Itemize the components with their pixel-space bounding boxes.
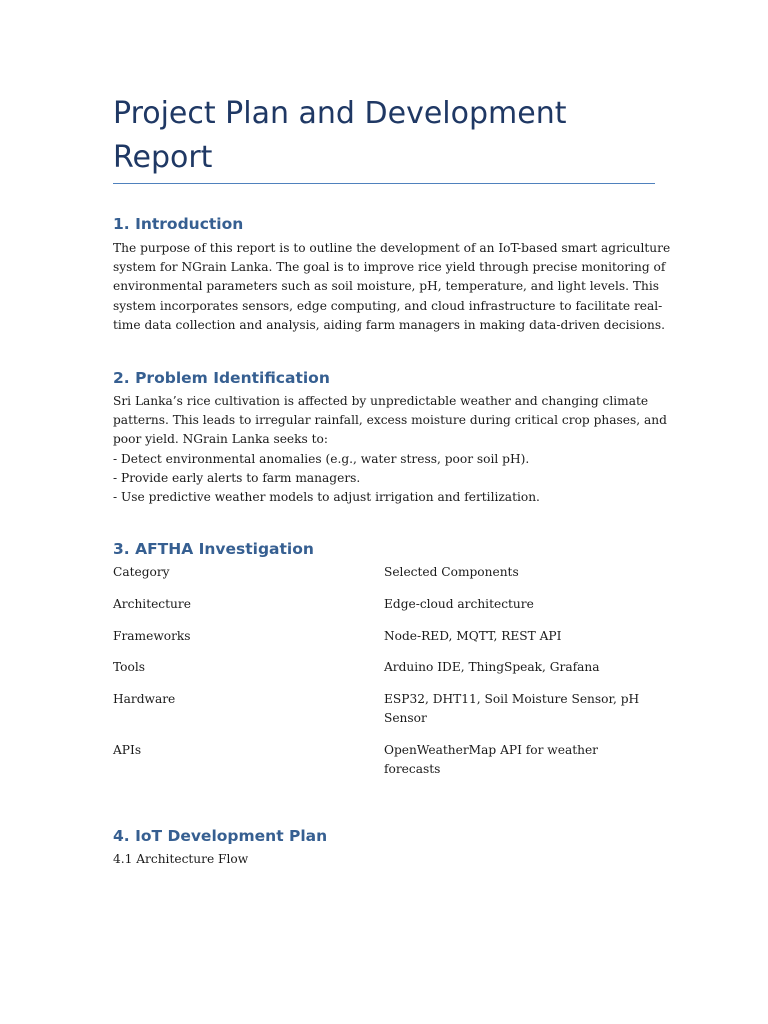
text-line: environmental parameters such as soil moisture, pH, temperature, and light levels. This [113,279,660,294]
table-row [113,658,655,690]
cell-line: Arduino IDE, ThingSpeak, Grafana [384,660,600,675]
bullet-line: - Detect environmental anomalies (e.g., water stress, poor soil pH). [113,451,530,466]
table-cell-components [384,741,655,792]
document-page [113,92,671,869]
section-heading-iot-development-plan: 4. IoT Development Plan [113,826,328,845]
text-line: time data collection and analysis, aiding farm managers in making data-driven decisions. [113,317,665,332]
table-cell-components [384,595,655,627]
document-title: Project Plan and Development Report [113,96,567,175]
text-line: system for NGrain Lanka. The goal is to improve rice yield through precise monitoring of [113,260,666,275]
table-cell-category: Frameworks [113,628,191,643]
text-line: system incorporates sensors, edge computing, and cloud infrastructure to facilitate real- [113,298,663,313]
text-line: The purpose of this report is to outline the development of an IoT-based smart agriculture [113,241,671,255]
title-underline [113,183,655,184]
section-heading-aftha-investigation: 3. AFTHA Investigation [113,540,314,559]
table-cell-components [384,627,655,659]
table-header-category: Category [113,565,170,580]
bullet-line: - Provide early alerts to farm managers. [113,470,361,485]
table-row [113,595,655,627]
text-line: Sri Lanka’s rice cultivation is affected by unpredictable weather and changing climate [113,394,649,409]
table-header-row [113,563,655,595]
cell-line: ESP32, DHT11, Soil Moisture Sensor, pH [384,692,640,707]
introduction-paragraph [113,239,671,335]
text-line: poor yield. NGrain Lanka seeks to: [113,432,329,447]
cell-line: forecasts [384,762,441,777]
table-cell-category: Architecture [113,596,191,611]
text-line: patterns. This leads to irregular rainfall, excess moisture during critical crop phases, and [113,413,667,428]
table-cell-category: Hardware [113,692,176,707]
table-cell-components [384,658,655,690]
subsection-architecture-flow [113,850,655,869]
table-row [113,627,655,659]
table-row [113,690,655,741]
table-cell-category: Tools [113,660,146,675]
table-row [113,741,655,792]
aftha-table [113,563,655,792]
table-cell-category: APIs [113,742,142,757]
cell-line: Sensor [384,711,427,726]
bullet-line: - Use predictive weather models to adjust irrigation and fertilization. [113,490,540,505]
section-heading-introduction: 1. Introduction [113,215,244,233]
cell-line: Edge-cloud architecture [384,596,534,611]
table-cell-components [384,690,655,741]
table-header-components: Selected Components [384,565,519,580]
cell-line: OpenWeatherMap API for weather [384,742,599,757]
problem-paragraph [113,392,667,507]
cell-line: Node-RED, MQTT, REST API [384,628,562,643]
section-heading-problem-identification: 2. Problem Identification [113,369,330,388]
text-line: 4.1 Architecture Flow [113,851,249,866]
